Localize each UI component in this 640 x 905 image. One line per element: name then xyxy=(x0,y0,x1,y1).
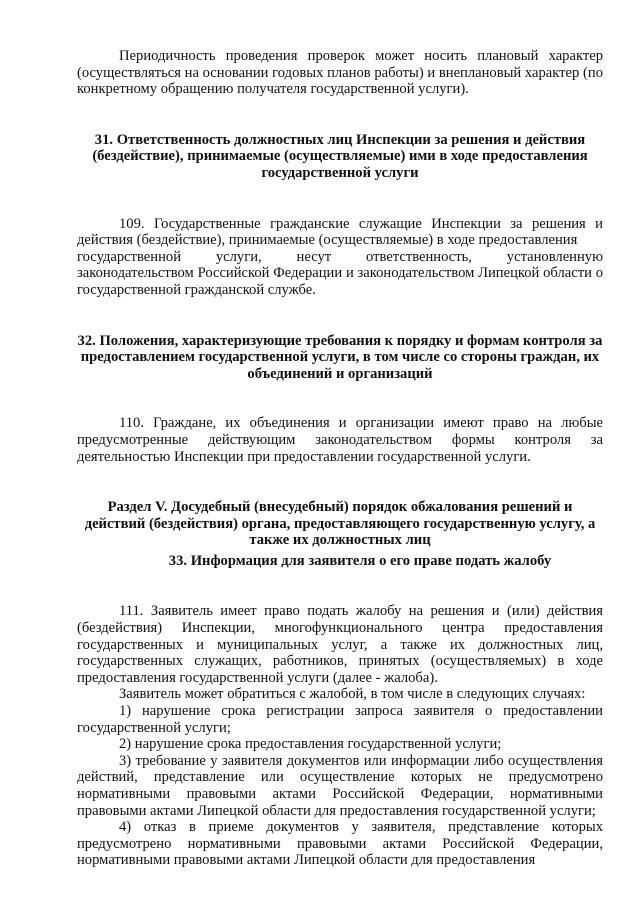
paragraph-110: 110. Граждане, их объединения и организации имеют право на любые предусмотренные действующим законодательством формы контроля за деятельностью Инспекции при предоставлении государственной услуги. xyxy=(77,415,603,465)
paragraph-111: 111. Заявитель имеет право подать жалобу на решения и (или) действия (бездействия) Инспекции, многофункционального центра предоставления государственных и муниципальных услуг, а также их должностных лиц, государственных служащих, работников, принятых (осуществляемых) в ходе предоставления государственной услуги (далее - жалоба). xyxy=(77,603,603,686)
document-page xyxy=(77,0,603,869)
paragraph-109-rest: законодательством Российской Федерации и законодательством Липецкой области о государственной гражданской службе. xyxy=(77,265,603,298)
paragraph-cases-intro: Заявитель может обратиться с жалобой, в том числе в следующих случаях: xyxy=(119,686,586,703)
list-item-2: 2) нарушение срока предоставления государственной услуги; xyxy=(119,736,502,753)
paragraph-109-line2: государственной услуги, несут ответственность, установленную xyxy=(77,248,603,265)
paragraph-109-line1: 109. Государственные гражданские служащие Инспекции за решения и действия (бездействие), принимаемые (осуществляемые) в ходе предоставления xyxy=(77,215,603,249)
paragraph-periodicity: Периодичность проведения проверок может носить плановый характер (осуществляться на основании годовых планов работы) и внеплановый характер (по конкретному обращению получателя государственной услуги). xyxy=(77,48,603,98)
heading-section-v: Раздел V. Досудебный (внесудебный) порядок обжалования решений и действий (бездействия) органа, предоставляющего государственную услугу, а также их должностных лиц xyxy=(84,499,596,549)
heading-section-31: 31. Ответственность должностных лиц Инспекции за решения и действия (бездействие), принимаемые (осуществляемые) ими в ходе предоставления государственной услуги xyxy=(92,131,588,181)
heading-section-33: 33. Информация для заявителя о его праве подать жалобу xyxy=(168,552,552,569)
list-item-4: 4) отказ в приеме документов у заявителя, представление которых предусмотрено нормативными правовыми актами Российской Федерации, нормативными правовыми актами Липецкой области для предоставления xyxy=(77,819,603,869)
list-item-1: 1) нарушение срока регистрации запроса заявителя о предоставлении государственной услуги; xyxy=(77,703,603,736)
heading-section-32: 32. Положения, характеризующие требования к порядку и формам контроля за предоставлением государственной услуги, в том числе со стороны граждан, их объединений и организаций xyxy=(77,332,603,382)
list-item-3: 3) требование у заявителя документов или информации либо осуществления действий, представление или осуществление которых не предусмотрено нормативными правовыми актами Российской Федерации, нормативными правовыми актами Липецкой области для предоставления государственной услуги; xyxy=(77,752,603,819)
